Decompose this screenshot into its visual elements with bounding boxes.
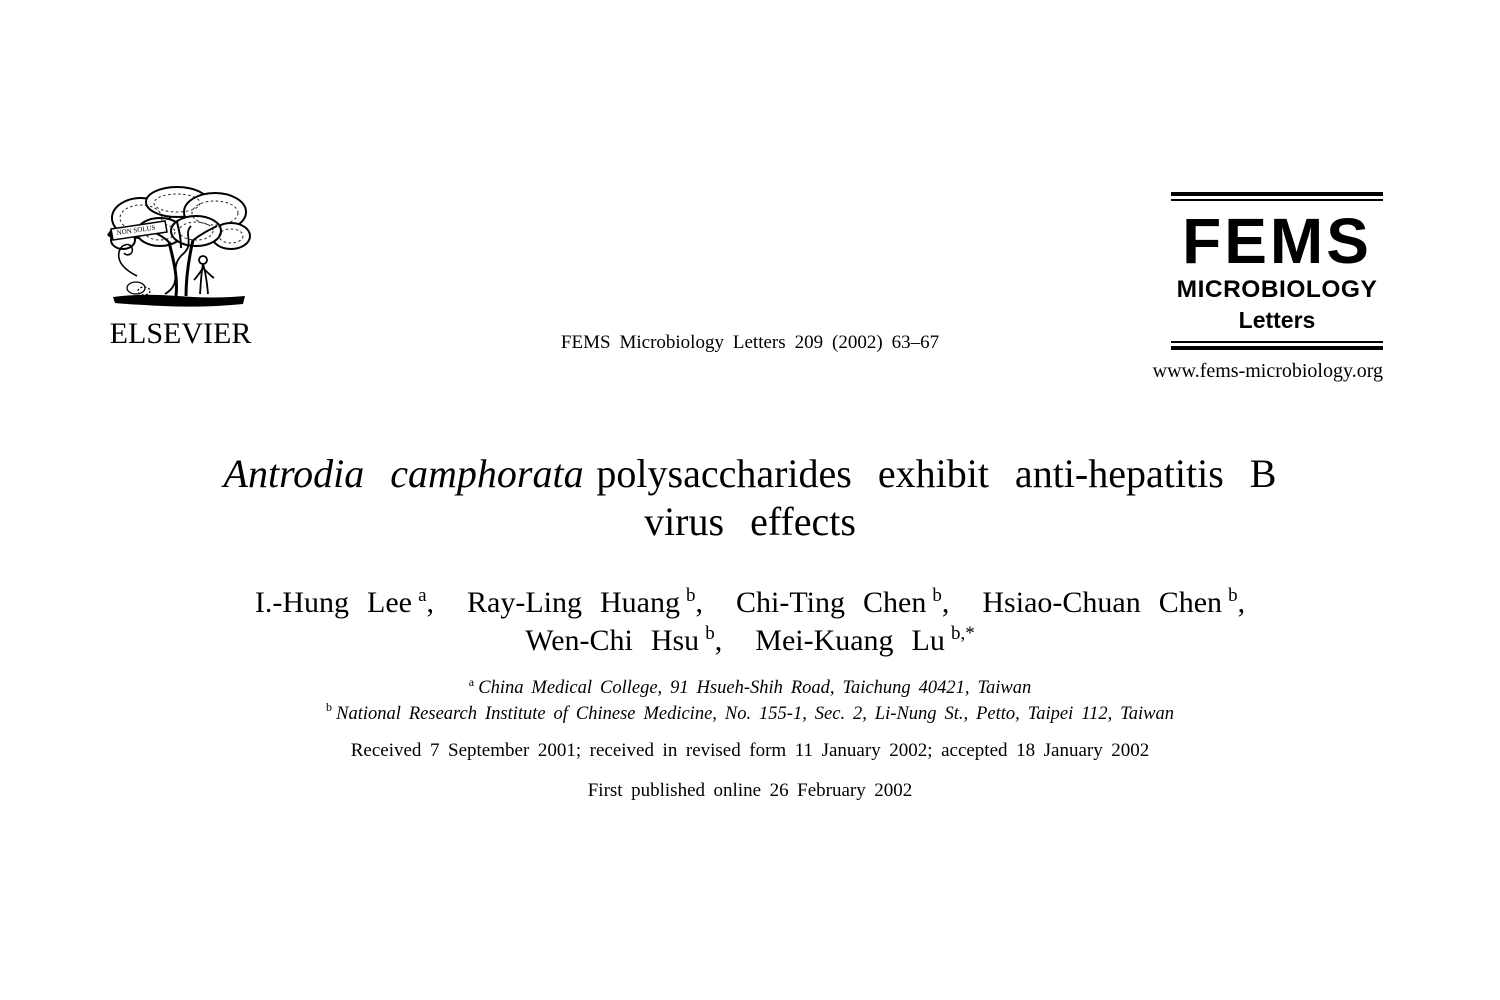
- non-solus-text: NON SOLUS: [116, 223, 156, 237]
- affiliation-b: $^b$ National Research Institute of Chinese Medicine, No. 155-1, Sec. 2, Li-Nung St., Petto, Taipei 112, Taiwan: [325, 700, 1175, 724]
- author-line-1: [0, 584, 1500, 622]
- logo-rule-bottom-thick: [1171, 346, 1383, 350]
- author: I.-Hung Lee $^a$,: [254, 585, 434, 619]
- elsevier-logo: [103, 182, 258, 351]
- affiliation-label: b: [325, 700, 332, 715]
- author-list: [0, 584, 1500, 660]
- author: Chi-Ting Chen $^b$,: [736, 585, 950, 619]
- journal-citation: FEMS Microbiology Letters 209 (2002) 63–67: [560, 332, 940, 353]
- affiliation-marker: b: [932, 585, 942, 606]
- author: Ray-Ling Huang $^b$,: [467, 585, 704, 619]
- author-line-2: [0, 622, 1500, 660]
- title-line1-rest: polysaccharides exhibit anti-hepatitis B: [596, 451, 1277, 496]
- affiliation-marker: a: [418, 585, 427, 606]
- logo-rule-top-thick: [1171, 192, 1383, 196]
- first-published-online: First published online 26 February 2002: [587, 780, 913, 801]
- logo-rule-bottom-thin: [1171, 341, 1383, 343]
- title-line-1: [0, 450, 1500, 498]
- affiliation-marker: b: [686, 585, 696, 606]
- affiliation-marker: b: [705, 623, 715, 644]
- title-genus-italic: Antrodia camphorata: [223, 451, 584, 496]
- fems-journal-logo: [1171, 192, 1383, 350]
- figure-icon: [194, 256, 214, 294]
- affiliation-marker: b: [1228, 585, 1238, 606]
- submission-history: Received 7 September 2001; received in revised form 11 January 2002; accepted 18 January 2002: [350, 740, 1150, 761]
- journal-logo-series: Letters: [1238, 306, 1316, 333]
- affiliation-a: $^a$ China Medical College, 91 Hsueh-Shih Road, Taichung 40421, Taiwan: [468, 674, 1032, 698]
- journal-logo-title: FEMS: [1182, 205, 1372, 277]
- journal-logo-subtitle: MICROBIOLOGY: [1176, 276, 1378, 303]
- article-title: [0, 450, 1500, 546]
- title-line-2: virus effects: [644, 499, 856, 544]
- corresponding-author-marker: b,*: [950, 623, 975, 644]
- logo-rule-top-thin: [1171, 199, 1383, 201]
- author: Hsiao-Chuan Chen $^b$,: [982, 585, 1246, 619]
- affiliation-label: a: [468, 674, 475, 689]
- author: Wen-Chi Hsu $^b$,: [525, 623, 723, 657]
- publisher-name: ELSEVIER: [109, 317, 252, 350]
- author-corresponding: Mei-Kuang Lu $^{b,*}$: [755, 623, 975, 657]
- journal-website-link[interactable]: www.fems-microbiology.org: [1152, 360, 1383, 382]
- elsevier-tree-icon: [103, 182, 258, 315]
- affiliations: [0, 676, 1500, 727]
